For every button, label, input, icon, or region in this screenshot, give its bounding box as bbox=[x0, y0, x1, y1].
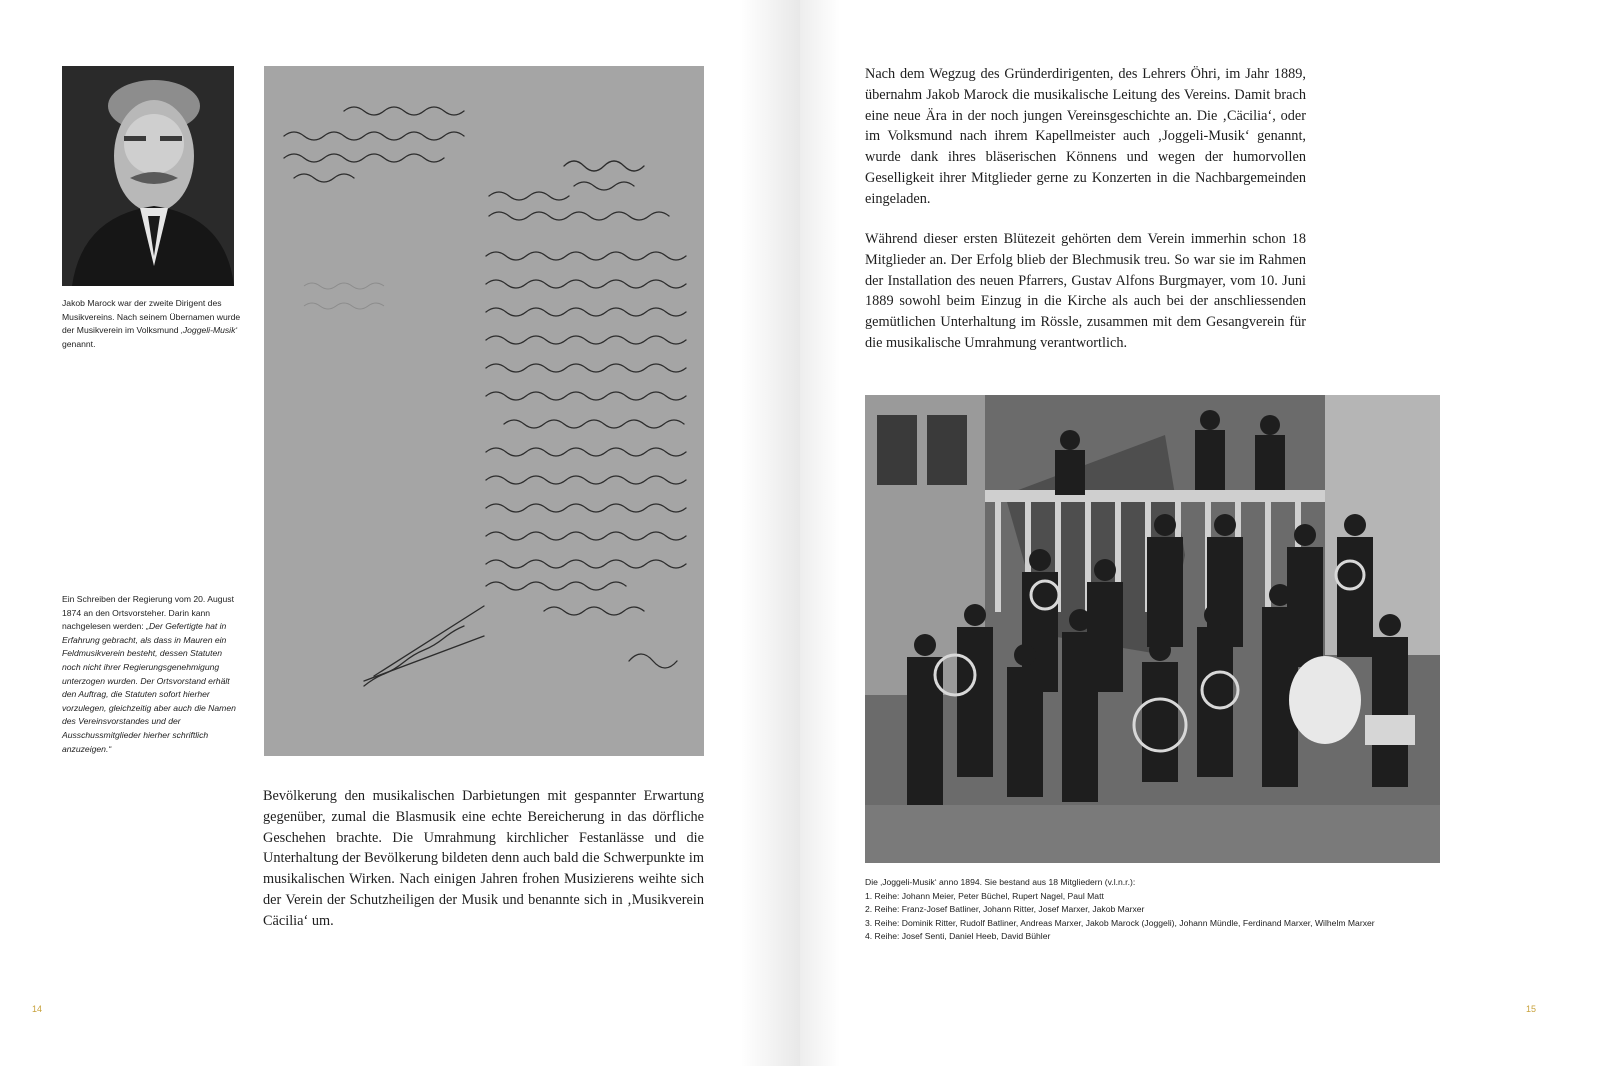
letter-caption bbox=[62, 593, 242, 756]
page-number-left: 14 bbox=[32, 1004, 43, 1014]
right-paragraph-2 bbox=[865, 229, 1306, 354]
portrait-caption-end: genannt. bbox=[62, 338, 96, 349]
portrait-photo-jakob-marock bbox=[62, 66, 234, 286]
band-caption-line-4: 3. Reihe: Dominik Ritter, Rudolf Batliner, Andreas Marxer, Jakob Marock (Joggeli), Johann Mündle, Ferdinand Marxer, Wilhelm Marxer bbox=[865, 917, 1375, 928]
right-page bbox=[800, 0, 1600, 1066]
band-caption-line-2: 1. Reihe: Johann Meier, Peter Büchel, Rupert Nagel, Paul Matt bbox=[865, 890, 1104, 901]
right-paragraph-1-text: Nach dem Wegzug des Gründerdirigenten, des Lehrers Öhri, im Jahr 1889, übernahm Jakob Marock die musikalische Leitung des Vereins. Damit brach eine neue Ära in der noch jungen Vereinsgeschichte an. Die ‚Cäcilia‘, oder im Volksmund nach ihrem Kapellmeister auch ‚Joggeli-Musik‘ genannt, wurde dank ihres bläserischen Könnens und wegen der humorvollen Geselligkeit ihrer Mitglieder gerne zu Konzerten in die Nachbargemeinden eingeladen. bbox=[865, 66, 1306, 207]
gutter-shadow bbox=[800, 0, 840, 1066]
band-group-photo bbox=[865, 395, 1440, 863]
portrait-caption-text: Jakob Marock war der zweite Dirigent des Musikvereins. Nach seinem Übernamen wurde der Musikverein im Volksmund bbox=[62, 298, 241, 336]
letter-caption-quote: „Der Gefertigte hat in Erfahrung gebracht, als dass in Mauren ein Feldmusikverein besteht, dessen Statuten noch nicht ihrer Regierungsgenehmigung unterzogen wurden. Der Ortsvorstand erhält den Auftrag, die Statuten sofort hierher vorzulegen, gleichzeitig aber auch die Namen des Vereinsvorstandes und der Ausschussmitglieder hierher schriftlich anzuzeigen.“ bbox=[62, 621, 236, 754]
band-caption-line-3: 2. Reihe: Franz-Josef Batliner, Johann Ritter, Josef Marxer, Jakob Marxer bbox=[865, 904, 1145, 915]
gutter-shadow bbox=[740, 0, 800, 1066]
right-paragraph-1 bbox=[865, 64, 1306, 210]
left-body-text bbox=[263, 786, 704, 932]
portrait-caption bbox=[62, 297, 242, 351]
band-caption-line-5: 4. Reihe: Josef Senti, Daniel Heeb, David Bühler bbox=[865, 931, 1051, 942]
band-caption-line-1: Die ‚Joggeli-Musik‘ anno 1894. Sie bestand aus 18 Mitgliedern (v.l.n.r.): bbox=[865, 877, 1136, 887]
right-paragraph-2-text: Während dieser ersten Blütezeit gehörten dem Verein immerhin schon 18 Mitglieder an. Der Erfolg blieb der Blechmusik treu. So war sie im Rahmen der Installation des neuen Pfarrers, Gustav Alfons Burgmayer, vom 10. Juni 1889 sowohl beim Einzug in die Kirche als auch bei der anschliessenden gemütlichen Unterhaltung im Rössle, zusammen mit dem Gesangverein für die musikalische Umrahmung verantwortlich. bbox=[865, 231, 1306, 351]
handwritten-letter-image bbox=[264, 66, 704, 756]
portrait-caption-emphasis: ‚Joggeli-Musik‘ bbox=[180, 325, 238, 336]
band-photo-caption bbox=[865, 876, 1465, 944]
page-number-right: 15 bbox=[1526, 1004, 1537, 1014]
letter-caption-intro: Ein Schreiben der Regierung vom 20. August 1874 an den Ortsvorsteher. Darin kann nachgelesen werden: bbox=[62, 594, 234, 632]
left-body-paragraph: Bevölkerung den musikalischen Darbietungen mit gespannter Erwartung gegenüber, zumal die Blasmusik eine echte Bereicherung in das dörfliche Geschehen brachte. Die Umrahmung kirchlicher Festanlässe und die Unterhaltung der Bevölkerung bildeten denn auch bald die Schwerpunkte im musikalischen Wirken. Nach einigen Jahren frohen Musizierens weihte sich der Verein der Schutzheiligen der Musik und benannte sich in ‚Musikverein Cäcilia‘ um. bbox=[263, 788, 704, 929]
